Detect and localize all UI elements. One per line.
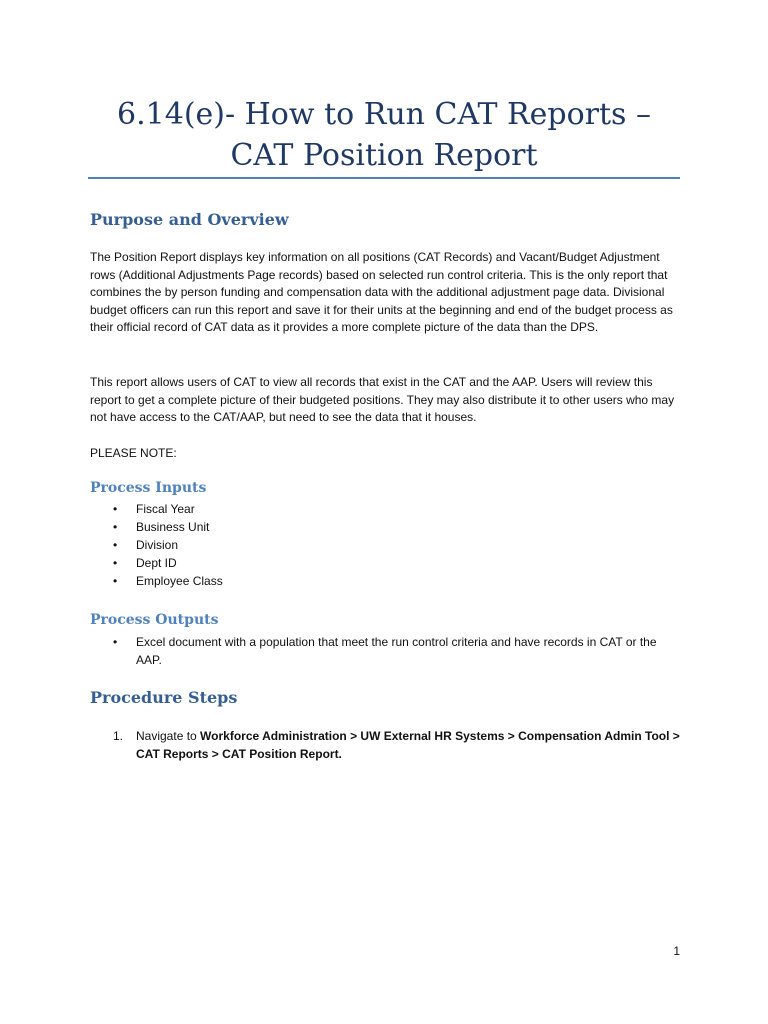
step-prefix: Navigate to [136, 729, 201, 743]
list-item [90, 518, 223, 536]
process-outputs-heading: Process Outputs [90, 612, 219, 628]
bullet-icon: • [113, 635, 118, 649]
process-output-item [90, 633, 680, 669]
process-inputs-list [90, 500, 223, 590]
procedure-heading: Procedure Steps [90, 688, 238, 707]
purpose-paragraph-1: The Position Report displays key information on all positions (CAT Records) and Vacant/Budget Adjustment rows (Additional Adjustments Page records) based on selected run control criteria. This is the only report that combines the by person funding and compensation data with the additional adjustment page data. Divisional budget officers can run this report and save it for their units at the beginning and end of the budget process as their official record of CAT data as it provides a more complete picture of the data than the DPS. [90, 250, 673, 334]
bullet-icon: • [113, 520, 118, 534]
output-text: Excel document with a population that meet the run control criteria and have records in CAT or the AAP. [136, 635, 657, 667]
navigation-path: Workforce Administration > UW External HR Systems > Compensation Admin Tool > CAT Reports > CAT Position Report. [136, 729, 680, 761]
bullet-icon: • [113, 556, 118, 570]
bullet-icon: • [113, 538, 118, 552]
bullet-icon: • [113, 502, 118, 516]
input-label: Dept ID [136, 556, 177, 570]
input-label: Business Unit [136, 520, 210, 534]
please-note: PLEASE NOTE: [90, 446, 177, 460]
list-item [90, 536, 223, 554]
purpose-heading: Purpose and Overview [90, 210, 289, 229]
bullet-icon: • [113, 574, 118, 588]
list-item [90, 572, 223, 590]
procedure-step-1 [90, 727, 680, 763]
input-label: Division [136, 538, 179, 552]
purpose-paragraph-2: This report allows users of CAT to view all records that exist in the CAT and the AAP. Users will review this report to get a complete picture of their budgeted positions. They may also distribute it to other users who may not have access to the CAT/AAP, but need to see the data that it houses. [90, 375, 675, 424]
title-underline [88, 177, 680, 179]
list-item [90, 500, 223, 518]
page-title: 6.14(e)- How to Run CAT Reports – CAT Position Report [117, 97, 651, 173]
input-label: Employee Class [136, 574, 223, 588]
step-number: 1. [113, 729, 124, 743]
process-inputs-heading: Process Inputs [90, 480, 207, 496]
input-label: Fiscal Year [136, 502, 195, 516]
step-text [90, 727, 680, 763]
page-number: 1 [673, 944, 680, 958]
list-item [90, 554, 223, 572]
